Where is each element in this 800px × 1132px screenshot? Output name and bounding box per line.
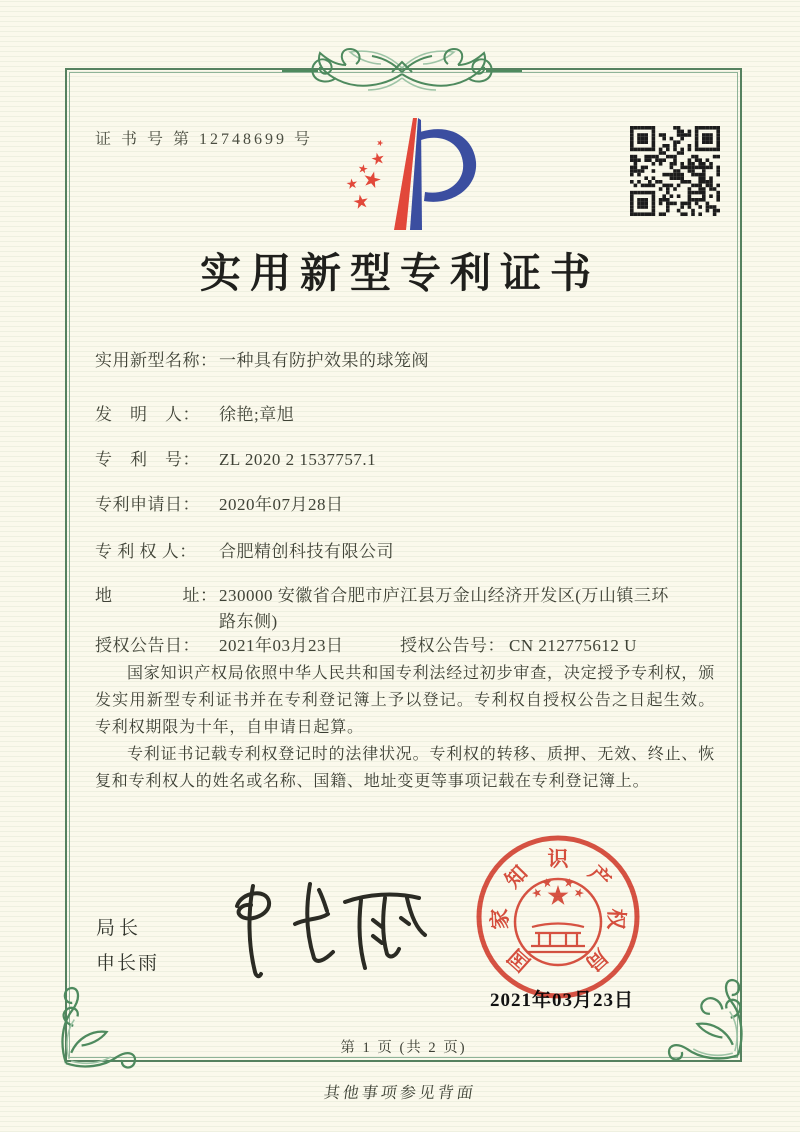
field-value: ZL 2020 2 1537757.1 [219, 450, 377, 469]
grant-number-value: CN 212775612 U [509, 636, 637, 655]
grant-number-label: 授权公告号： [400, 636, 505, 655]
top-flourish-icon [282, 38, 522, 104]
signer-title: 局长 [96, 918, 143, 939]
field-row-grant [95, 633, 717, 659]
body-paragraph: 国家知识产权局依照中华人民共和国专利法经过初步审查，决定授予专利权，颁发实用新型专利证书并在专利登记簿上予以登记。专利权自授权公告之日起生效。专利权期限为十年，自申请日起算。 [95, 665, 716, 736]
field-value: 徐艳;章旭 [219, 405, 295, 424]
seal-char: 家 [488, 908, 513, 930]
field-row-patent-number [95, 447, 717, 473]
field-label: 专 利 权 人： [95, 542, 197, 561]
director-signature [215, 872, 430, 987]
bottom-right-flourish-icon [660, 966, 764, 1082]
grant-number-pair [400, 633, 637, 659]
page-title: 实用新型专利证书 [200, 250, 600, 296]
field-label: 专 利 号： [95, 450, 200, 469]
field-label: 实用新型名称： [95, 351, 218, 370]
body-paragraph: 专利证书记载专利权登记时的法律状况。专利权的转移、质押、无效、终止、恢复和专利权人的姓名或名称、国籍、地址变更等事项记载在专利登记簿上。 [95, 746, 716, 790]
field-row-patentee [95, 539, 717, 565]
field-label: 地 址： [95, 586, 218, 605]
seal-date: 2021年03月23日 [490, 990, 635, 1011]
field-value: 2020年07月28日 [219, 495, 344, 514]
seal-char: 权 [603, 908, 628, 930]
field-row-filing-date [95, 492, 717, 518]
seal-char: 识 [547, 848, 569, 871]
page-number: 第 1 页 (共 2 页) [340, 1040, 467, 1056]
field-row-address [95, 583, 717, 635]
back-note: 其他事项参见背面 [322, 1085, 477, 1102]
field-label: 专利申请日： [95, 495, 200, 514]
field-value: 一种具有防护效果的球笼阀 [219, 351, 429, 370]
official-seal [473, 832, 643, 1002]
legal-text [95, 660, 715, 795]
field-row-name [95, 348, 717, 374]
certificate-number: 证 书 号 第 12748699 号 [95, 131, 314, 148]
signer-name: 申长雨 [96, 953, 160, 974]
field-value: 230000 安徽省合肥市庐江县万金山经济开发区(万山镇三环路东侧) [219, 586, 669, 631]
field-label: 发 明 人： [95, 405, 200, 424]
seal-char: 知 [501, 861, 533, 893]
field-row-inventor [95, 402, 717, 428]
grant-date-value: 2021年03月23日 [219, 636, 344, 655]
seal-char: 国 [504, 944, 536, 976]
seal-char: 产 [583, 861, 615, 893]
field-value: 合肥精创科技有限公司 [219, 542, 394, 561]
qr-code [630, 126, 720, 216]
bottom-left-flourish-icon [40, 980, 144, 1084]
grant-date-label: 授权公告日： [95, 636, 200, 655]
cnipa-logo-icon [330, 112, 480, 238]
seal-char: 局 [580, 944, 612, 976]
